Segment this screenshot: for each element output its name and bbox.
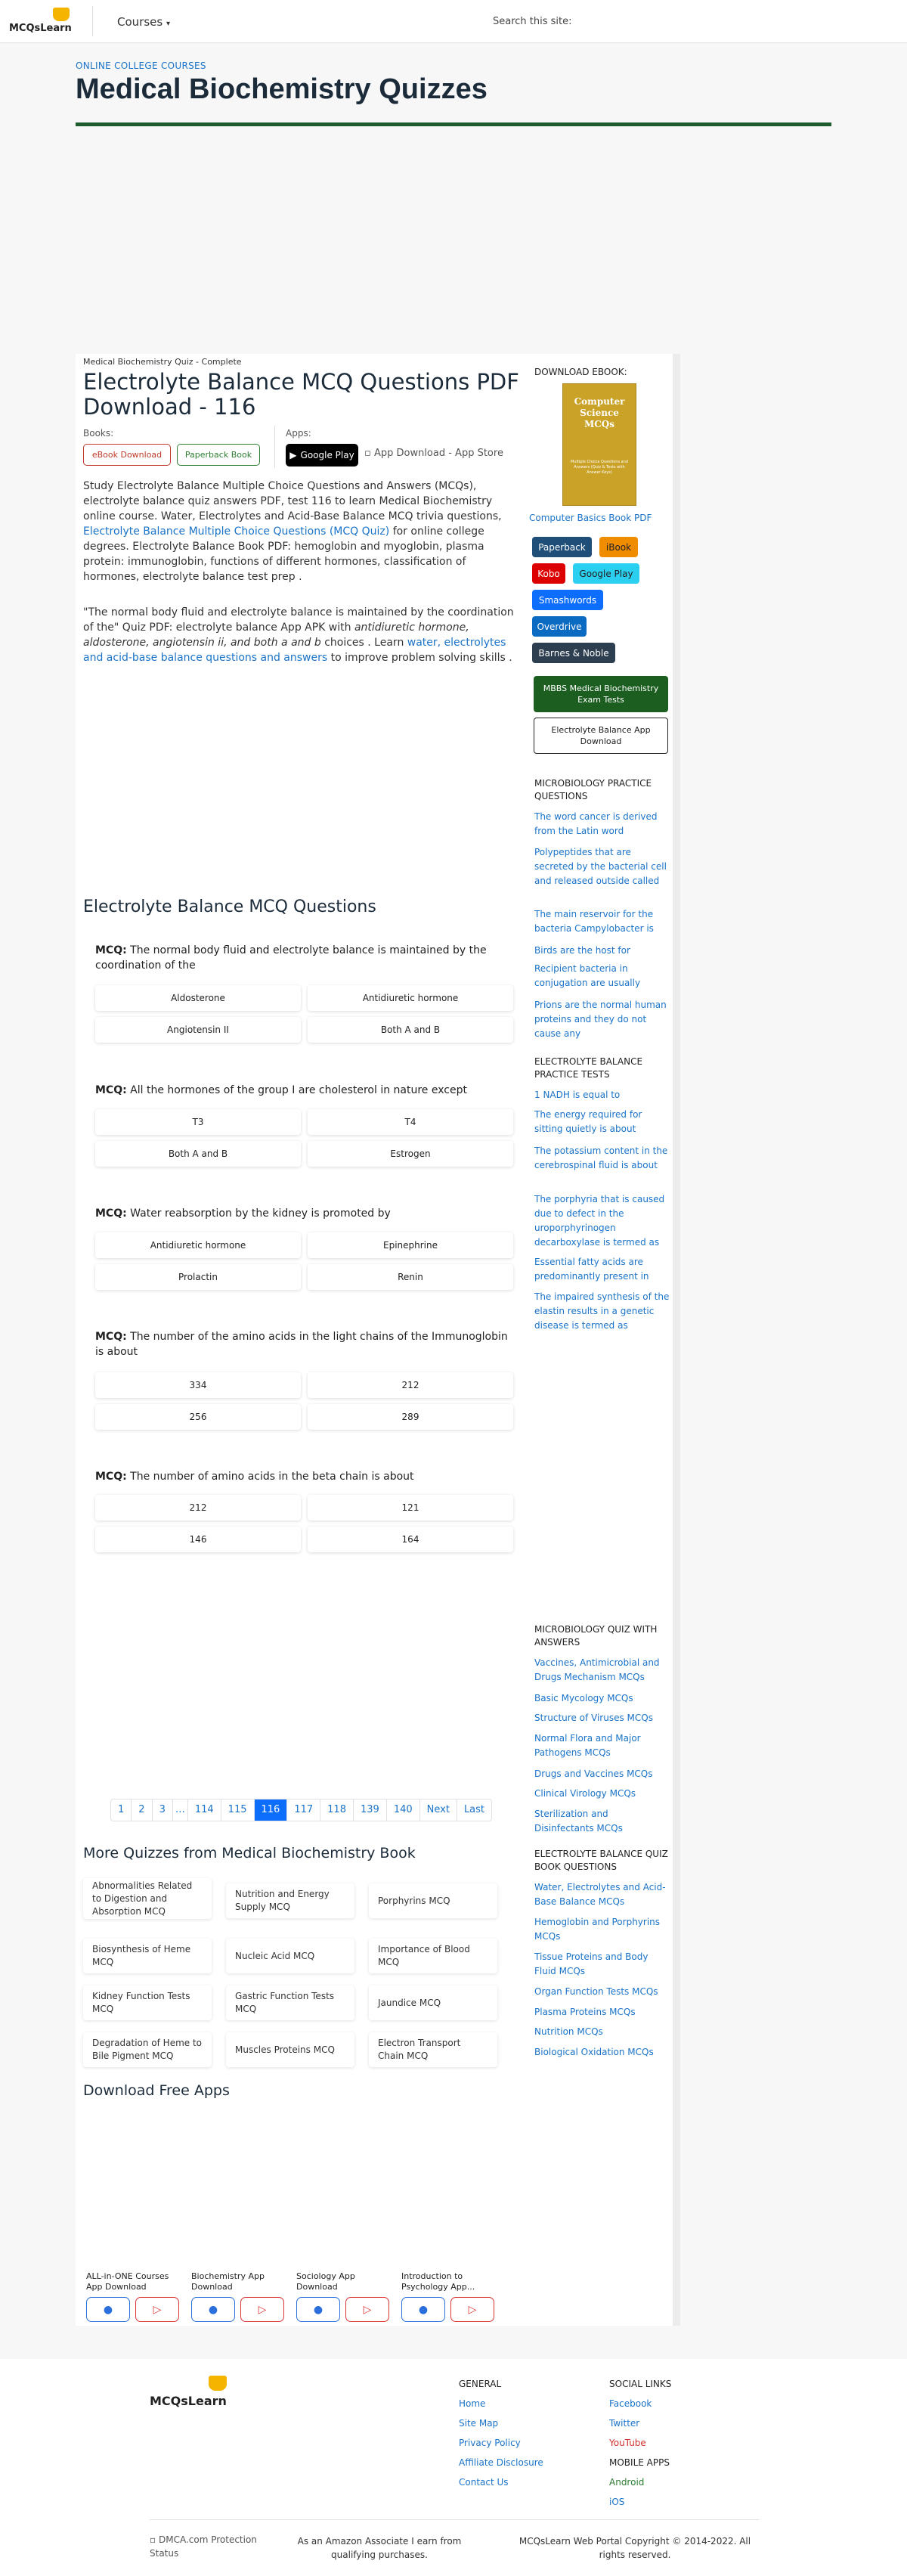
footer-link-home[interactable]: Home — [459, 2398, 486, 2409]
book-cover-subtitle: Multiple Choice Questions and Answers (Quiz & Tests with Answer Keys) — [571, 460, 628, 475]
store-barnes-noble-button[interactable]: Barnes & Noble — [532, 643, 615, 663]
mcq-prefix: MCQ: — [95, 1331, 127, 1343]
app-download-group — [191, 2271, 289, 2316]
android-link[interactable]: Android — [609, 2477, 645, 2488]
mcq-prefix: MCQ: — [95, 1471, 127, 1483]
question-text: The number of amino acids in the beta chain is about — [130, 1471, 414, 1483]
sidebar-link[interactable]: Tissue Proteins and Body Fluid MCQs — [534, 1951, 649, 1976]
related-quiz-label: Nucleic Acid MCQ — [235, 1950, 315, 1961]
page-title: Medical Biochemistry Quizzes — [76, 73, 488, 105]
apple-icon[interactable]: ● — [296, 2297, 340, 2322]
footer-link-sitemap[interactable]: Site Map — [459, 2418, 499, 2429]
sidebar-link[interactable]: The potassium content in the cerebrospinal fluid is about — [534, 1145, 668, 1170]
store-smashwords-button[interactable]: Smashwords — [532, 590, 603, 610]
related-quiz-card[interactable] — [369, 1939, 497, 1973]
footer-logo-text: MCQsLearn — [150, 2394, 227, 2408]
related-quiz-card[interactable] — [226, 1883, 354, 1918]
store-paperback-button[interactable]: Paperback — [532, 537, 592, 557]
sidebar-link[interactable]: Nutrition MCQs — [534, 2026, 603, 2037]
sidebar-link[interactable]: The energy required for sitting quietly is about — [534, 1109, 642, 1134]
intro-paragraph — [83, 479, 522, 584]
answer-option[interactable]: 256 — [95, 1404, 301, 1430]
related-quiz-card[interactable] — [369, 2032, 497, 2067]
quote-text-2: choices . Learn — [324, 637, 404, 649]
related-quiz-card[interactable] — [83, 2032, 212, 2067]
store-kobo-button[interactable]: Kobo — [532, 563, 565, 584]
answer-option[interactable]: 212 — [308, 1372, 513, 1398]
apple-icon[interactable]: ● — [191, 2297, 235, 2322]
twitter-link[interactable]: Twitter — [609, 2418, 640, 2429]
related-quiz-label: Nutrition and Energy Supply MCQ — [235, 1889, 330, 1912]
social-links-heading: SOCIAL LINKS — [609, 2379, 672, 2389]
footer-link-affiliate[interactable]: Affiliate Disclosure — [459, 2457, 543, 2468]
app-download-button[interactable]: Electrolyte Balance App Download — [534, 718, 668, 754]
book-cover-title: Computer Science MCQs — [574, 396, 625, 429]
microbiology-practice-heading: MICROBIOLOGY PRACTICE QUESTIONS — [534, 778, 652, 801]
mcq-prefix: MCQ: — [95, 1084, 127, 1096]
article-title: Electrolyte Balance MCQ Questions PDF Download - 116 — [83, 369, 519, 420]
answer-option[interactable]: Renin — [308, 1264, 513, 1290]
question-text: The number of the amino acids in the light chains of the Immunoglobin is about — [95, 1331, 508, 1358]
electrolyte-practice-heading: ELECTROLYTE BALANCE PRACTICE TESTS — [534, 1056, 643, 1080]
app-title: ALL-in-ONE Courses App Download — [86, 2271, 169, 2292]
sidebar-link[interactable]: Polypeptides that are secreted by the bacterial cell and released outside called — [534, 847, 667, 886]
page-ellipsis: … — [173, 1799, 188, 1821]
ios-link[interactable]: iOS — [609, 2497, 625, 2507]
google-play-label: Google Play — [300, 450, 354, 460]
question-text: The normal body fluid and electrolyte balance is maintained by the coordination of the — [95, 944, 487, 972]
pagination — [110, 1799, 492, 1821]
page-link-active[interactable]: 116 — [255, 1799, 288, 1821]
page-link[interactable]: 139 — [354, 1799, 387, 1821]
sidebar-link[interactable]: 1 NADH is equal to — [534, 1090, 621, 1100]
apple-icon[interactable]: ● — [401, 2297, 445, 2322]
store-google-play-button[interactable]: Google Play — [573, 563, 639, 584]
app-store-alt-text: App Download - App Store — [373, 448, 503, 459]
related-quiz-card[interactable] — [226, 2032, 354, 2067]
page-link[interactable]: 1 — [111, 1799, 132, 1821]
app-download-group — [401, 2271, 500, 2316]
related-quiz-card[interactable] — [226, 1939, 354, 1973]
answer-option[interactable]: Prolactin — [95, 1264, 301, 1290]
course-category-link[interactable]: ONLINE COLLEGE COURSES — [76, 60, 206, 71]
microbiology-quiz-heading: MICROBIOLOGY QUIZ WITH ANSWERS — [534, 1624, 658, 1648]
related-quiz-card[interactable] — [369, 1883, 497, 1918]
answer-option[interactable]: Antidiuretic hormone — [95, 1232, 301, 1258]
sidebar-link[interactable]: The word cancer is derived from the Latin word — [534, 811, 658, 836]
footer-logo[interactable] — [150, 2376, 233, 2410]
google-play-badge[interactable] — [286, 444, 358, 467]
download-apps-heading: Download Free Apps — [83, 2082, 230, 2099]
related-quiz-label: Jaundice MCQ — [378, 1997, 441, 2008]
mobile-apps-heading: MOBILE APPS — [609, 2457, 670, 2468]
logo-text: MCQsLearn — [9, 23, 72, 34]
exam-tests-button[interactable]: MBBS Medical Biochemistry Exam Tests — [534, 676, 668, 712]
title-rule — [76, 122, 831, 126]
sidebar-link[interactable]: Sterilization and Disinfectants MCQs — [534, 1809, 623, 1834]
answer-option[interactable]: 289 — [308, 1404, 513, 1430]
related-quiz-label: Importance of Blood MCQ — [378, 1944, 470, 1967]
broken-image-icon: ▫ — [150, 2534, 156, 2545]
related-quiz-card[interactable] — [369, 1985, 497, 2020]
page-link[interactable]: 115 — [221, 1799, 255, 1821]
sidebar-link[interactable]: Hemoglobin and Porphyrins MCQs — [534, 1917, 661, 1942]
intro-text: Study Electrolyte Balance Multiple Choice Questions and Answers (MCQs), electrolyte balance quiz answers PDF, test 116 to learn Medical Biochemistry online course. Water, Electrolytes and Acid-Base Balance MCQ trivia questions, — [83, 480, 502, 522]
related-quiz-label: Porphyrins MCQ — [378, 1895, 450, 1906]
answer-option[interactable]: Estrogen — [308, 1141, 513, 1167]
quote-paragraph — [83, 605, 522, 665]
store-overdrive-button[interactable]: Overdrive — [532, 616, 587, 637]
top-navbar — [0, 0, 907, 43]
next-page-link[interactable]: Next — [420, 1799, 457, 1821]
divider — [274, 426, 275, 468]
footer-link-contact[interactable]: Contact Us — [459, 2477, 509, 2488]
related-quiz-label: Kidney Function Tests MCQ — [92, 1991, 190, 2014]
sidebar-link[interactable]: Vaccines, Antimicrobial and Drugs Mechanism MCQs — [534, 1657, 660, 1682]
mcq-question — [95, 1083, 519, 1098]
answer-option[interactable]: 334 — [95, 1372, 301, 1398]
sidebar-link[interactable]: The porphyria that is caused due to defect in the uroporphyrinogen decarboxylase is termed as — [534, 1194, 665, 1248]
quote-text: "The normal body fluid and electrolyte balance is maintained by the coordination of the" Quiz PDF: electrolyte balance App APK with — [83, 606, 514, 634]
related-quiz-card[interactable] — [226, 1985, 354, 2020]
sidebar-link[interactable]: Plasma Proteins MCQs — [534, 2007, 636, 2017]
quote-choices: antidiuretic hormone, aldosterone, angiotensin ii, and both a and b — [83, 622, 469, 649]
page-link[interactable]: 140 — [387, 1799, 420, 1821]
related-quiz-label: Abnormalities Related to Digestion and Absorption MCQ — [92, 1880, 193, 1917]
page-link[interactable]: 118 — [320, 1799, 354, 1821]
answer-option[interactable]: Antidiuretic hormone — [308, 985, 513, 1011]
answer-option[interactable]: Aldosterone — [95, 985, 301, 1011]
play-store-icon[interactable]: ▷ — [240, 2297, 284, 2322]
related-quiz-label: Electron Transport Chain MCQ — [378, 2038, 461, 2061]
answer-option[interactable]: 164 — [308, 1527, 513, 1552]
app-download-group — [86, 2271, 184, 2316]
app-store-badge[interactable] — [364, 448, 503, 459]
sidebar-link[interactable]: Organ Function Tests MCQs — [534, 1986, 658, 1997]
related-quiz-card[interactable] — [83, 1878, 212, 1919]
app-download-group — [296, 2271, 395, 2316]
related-quiz-label: Biosynthesis of Heme MCQ — [92, 1944, 191, 1967]
footer — [0, 2359, 907, 2576]
logo-cap-icon — [53, 8, 70, 21]
mcq-section-heading: Electrolyte Balance MCQ Questions — [83, 897, 376, 916]
acid-base-questions-link[interactable]: water, electrolytes and acid-base balance questions and answers — [83, 637, 506, 664]
breadcrumb[interactable]: Medical Biochemistry Quiz - Complete — [83, 357, 242, 367]
divider — [92, 6, 93, 36]
answer-option[interactable]: 212 — [95, 1495, 301, 1520]
footer-divider — [150, 2519, 759, 2520]
mcq-quiz-link[interactable]: Electrolyte Balance Multiple Choice Questions (MCQ Quiz) — [83, 525, 390, 538]
answer-option[interactable]: 146 — [95, 1527, 301, 1552]
amazon-disclosure: As an Amazon Associate I earn from qualifying purchases. — [297, 2536, 462, 2560]
sidebar-link[interactable]: Prions are the normal human proteins and they do not cause any — [534, 1000, 667, 1039]
book-cover-image[interactable] — [562, 383, 636, 506]
mcq-question — [95, 1469, 519, 1484]
courses-label: Courses — [117, 15, 163, 29]
page-link[interactable]: 2 — [132, 1799, 152, 1821]
ebook-download-button[interactable]: eBook Download — [83, 444, 171, 466]
app-title: Sociology App Download — [296, 2271, 355, 2292]
answer-option[interactable]: Both A and B — [95, 1141, 301, 1167]
last-page-link[interactable]: Last — [463, 1804, 485, 1815]
sidebar-link[interactable]: The main reservoir for the bacteria Campylobacter is — [534, 909, 654, 934]
related-quiz-label: Gastric Function Tests MCQ — [235, 1991, 335, 2014]
electrolyte-quiz-book-heading: ELECTROLYTE BALANCE QUIZ BOOK QUESTIONS — [534, 1849, 668, 1872]
answer-option[interactable]: Both A and B — [308, 1017, 513, 1043]
related-quiz-label: Muscles Proteins MCQ — [235, 2044, 335, 2055]
answer-option[interactable]: 121 — [308, 1495, 513, 1520]
dmca-badge[interactable] — [150, 2533, 286, 2560]
sidebar-link[interactable]: Biological Oxidation MCQs — [534, 2047, 654, 2057]
app-title: Biochemistry App Download — [191, 2271, 265, 2292]
answer-option[interactable]: T4 — [308, 1109, 513, 1135]
youtube-link[interactable]: YouTube — [609, 2438, 646, 2448]
footer-link-privacy[interactable]: Privacy Policy — [459, 2438, 521, 2448]
answer-option[interactable]: Angiotensin II — [95, 1017, 301, 1043]
play-store-icon[interactable]: ▷ — [135, 2297, 179, 2322]
apps-label: Apps: — [286, 428, 311, 439]
question-text: Water reabsorption by the kidney is promoted by — [130, 1207, 391, 1220]
page-link[interactable]: 3 — [153, 1799, 173, 1821]
general-heading: GENERAL — [459, 2379, 502, 2389]
question-text: All the hormones of the group I are cholesterol in nature except — [130, 1084, 467, 1096]
mcq-question — [95, 1329, 519, 1359]
courses-menu[interactable] — [117, 15, 170, 29]
answer-option[interactable]: Epinephrine — [308, 1232, 513, 1258]
sidebar-link[interactable]: Water, Electrolytes and Acid-Base Balance MCQs — [534, 1882, 666, 1907]
download-ebook-heading: DOWNLOAD EBOOK: — [534, 367, 627, 377]
paperback-book-button[interactable]: Paperback Book — [177, 444, 260, 466]
related-quiz-card[interactable] — [83, 1939, 212, 1973]
sidebar-link[interactable]: Normal Flora and Major Pathogens MCQs — [534, 1733, 641, 1758]
sidebar-link[interactable]: Drugs and Vaccines MCQs — [534, 1768, 653, 1779]
play-store-icon[interactable]: ▷ — [345, 2297, 389, 2322]
mcq-question — [95, 943, 519, 973]
store-ibook-button[interactable]: iBook — [599, 537, 638, 557]
broken-image-icon: ▫ — [364, 448, 371, 459]
sidebar-link[interactable]: Structure of Viruses MCQs — [534, 1713, 653, 1723]
play-store-icon: ▶ — [289, 450, 297, 460]
copyright-text: MCQsLearn Web Portal Copyright © 2014-2022. All rights reserved. — [519, 2536, 751, 2560]
mcq-prefix: MCQ: — [95, 1207, 127, 1220]
sidebar-link[interactable]: Basic Mycology MCQs — [534, 1693, 633, 1703]
related-quiz-label: Degradation of Heme to Bile Pigment MCQ — [92, 2038, 203, 2061]
page-link[interactable]: 114 — [188, 1799, 221, 1821]
sidebar-link[interactable]: Essential fatty acids are predominantly present in — [534, 1257, 649, 1282]
quote-text-3: to improve problem solving skills . — [330, 652, 512, 664]
app-title: Introduction to Psychology App... — [401, 2271, 475, 2292]
apple-icon[interactable]: ● — [86, 2297, 130, 2322]
chevron-down-icon: ▾ — [166, 20, 170, 28]
mcq-prefix: MCQ: — [95, 944, 127, 956]
page-link[interactable]: 117 — [287, 1799, 320, 1821]
search-label[interactable]: Search this site: — [493, 16, 572, 27]
site-logo[interactable] — [9, 8, 70, 35]
logo-cap-icon — [209, 2376, 227, 2391]
computer-basics-book-link[interactable]: Computer Basics Book PDF — [529, 513, 652, 523]
sidebar-link[interactable]: The impaired synthesis of the elastin results in a genetic disease is termed as — [534, 1291, 670, 1331]
more-quizzes-heading: More Quizzes from Medical Biochemistry Book — [83, 1845, 416, 1861]
play-store-icon[interactable]: ▷ — [450, 2297, 494, 2322]
mcq-question — [95, 1206, 519, 1221]
intro-text-2: for online college degrees. Electrolyte Balance Book PDF: hemoglobin and myoglobin, plasma protein: immunoglobin, functions of different hormones, classification of hormones, electrolyte balance test prep . — [83, 525, 484, 583]
sidebar-link[interactable]: Clinical Virology MCQs — [534, 1788, 636, 1799]
books-label: Books: — [83, 428, 114, 439]
answer-option[interactable]: T3 — [95, 1109, 301, 1135]
dmca-text: DMCA.com Protection Status — [150, 2534, 257, 2559]
sidebar-link[interactable]: Birds are the host for — [534, 945, 630, 956]
facebook-link[interactable]: Facebook — [609, 2398, 652, 2409]
related-quiz-card[interactable] — [83, 1985, 212, 2020]
sidebar-link[interactable]: Recipient bacteria in conjugation are usually — [534, 963, 641, 988]
